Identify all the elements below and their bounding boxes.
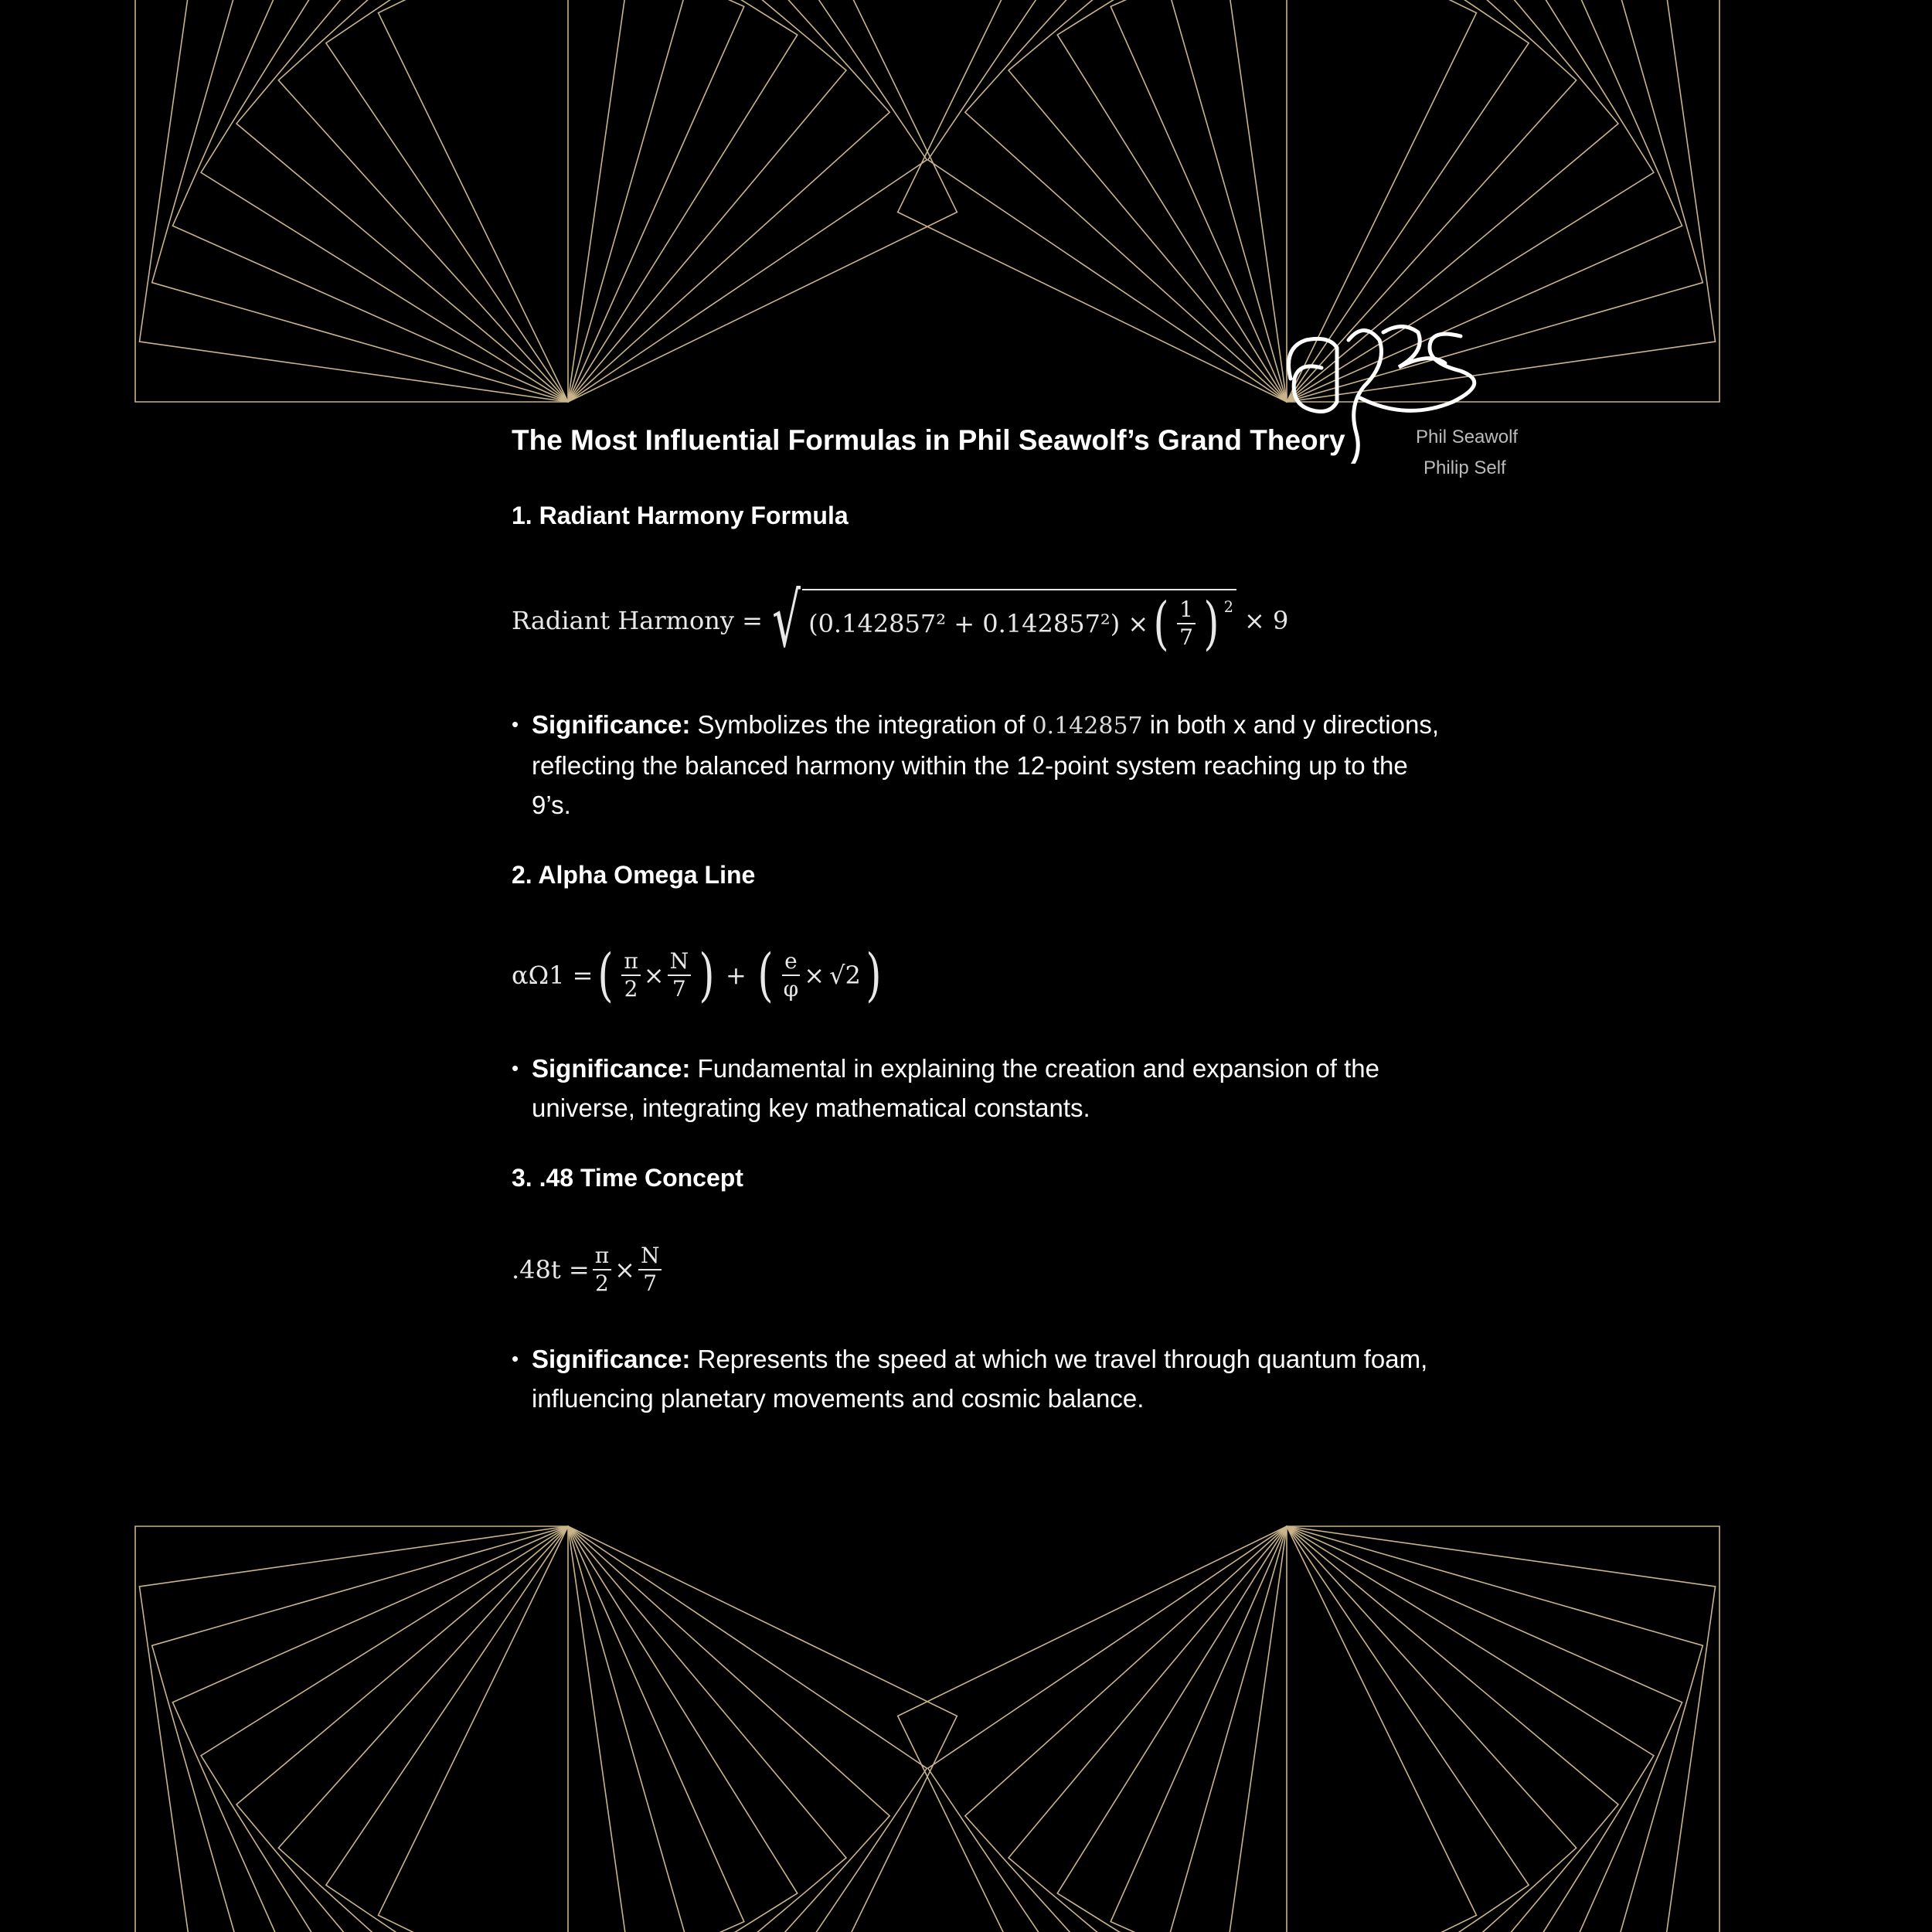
line-art-square xyxy=(236,0,846,402)
line-art-square xyxy=(278,1526,889,1932)
line-art-square xyxy=(379,1526,957,1932)
line-art-square xyxy=(1057,1526,1654,1932)
line-art-square xyxy=(1287,1526,1719,1932)
formula-fraction: $\frac{1}{7}$ xyxy=(1177,597,1196,651)
line-art-square xyxy=(152,1526,688,1932)
line-art-square xyxy=(139,1526,628,1932)
line-art-square xyxy=(139,0,628,402)
sqrt-icon: √ xyxy=(772,577,801,664)
significance-1: • Significance: Symbolizes the integration of 0.142857 in both x and y directions, reflecting the balanced harmony within the 12-point system reaching up to the 9’s. xyxy=(512,705,1439,825)
line-art-square xyxy=(379,0,957,402)
line-art-square xyxy=(278,0,889,402)
document-body xyxy=(512,417,1439,1418)
line-art-square xyxy=(152,0,688,402)
significance-2: • Significance: Fundamental in explaining the creation and expansion of the universe, integrating key mathematical constants. xyxy=(512,1049,1439,1128)
line-art-square xyxy=(1009,1526,1618,1932)
line-art-square xyxy=(135,0,568,402)
logo-name-line1: Phil Seawolf xyxy=(1416,427,1519,447)
formula-radicand-inner: (0.142857² + 0.142857²) × xyxy=(808,609,1149,638)
logo-name-line2: Philip Self xyxy=(1423,457,1506,478)
section-heading-1: 1. Radiant Harmony Formula xyxy=(512,502,849,529)
formula-lhs: Radiant Harmony = xyxy=(512,606,763,635)
line-art-square xyxy=(201,1526,798,1932)
line-art-square xyxy=(1168,1526,1703,1932)
formula-radiant-harmony xyxy=(512,578,1439,663)
line-art-square xyxy=(965,1526,1577,1932)
line-art-square xyxy=(135,1526,568,1932)
formula-exponent: 2 xyxy=(1223,598,1234,616)
significance-3: • Significance: Represents the speed at which we travel through quantum foam, influencing planetary movements and cosmic balance. xyxy=(512,1339,1439,1418)
line-art-square xyxy=(898,1526,1477,1932)
line-art-square xyxy=(1226,1526,1715,1932)
line-art-square xyxy=(236,1526,846,1932)
formula-radicand: (0.142857² + 0.142857²) × ( $\frac{1}{7}$ ) $^2$ xyxy=(802,589,1236,652)
formula-time-concept: .48t = $\frac{\pi}{2}$ × $\frac{N}{7}$ xyxy=(512,1231,1439,1308)
section-heading-3: 3. .48 Time Concept xyxy=(512,1164,743,1192)
page-title: The Most Influential Formulas in Phil Seawolf’s Grand Theory xyxy=(512,424,1345,456)
formula-alpha-omega: αΩ1 = ( $\frac{\pi}{2}$ × $\frac{N}{7}$ ) + ( $\frac{e}{\varphi}$ × √2 ) xyxy=(512,942,882,1009)
formula-tail: × 9 xyxy=(1244,606,1289,635)
section-heading-2: 2. Alpha Omega Line xyxy=(512,861,756,889)
line-art-square xyxy=(326,0,927,402)
